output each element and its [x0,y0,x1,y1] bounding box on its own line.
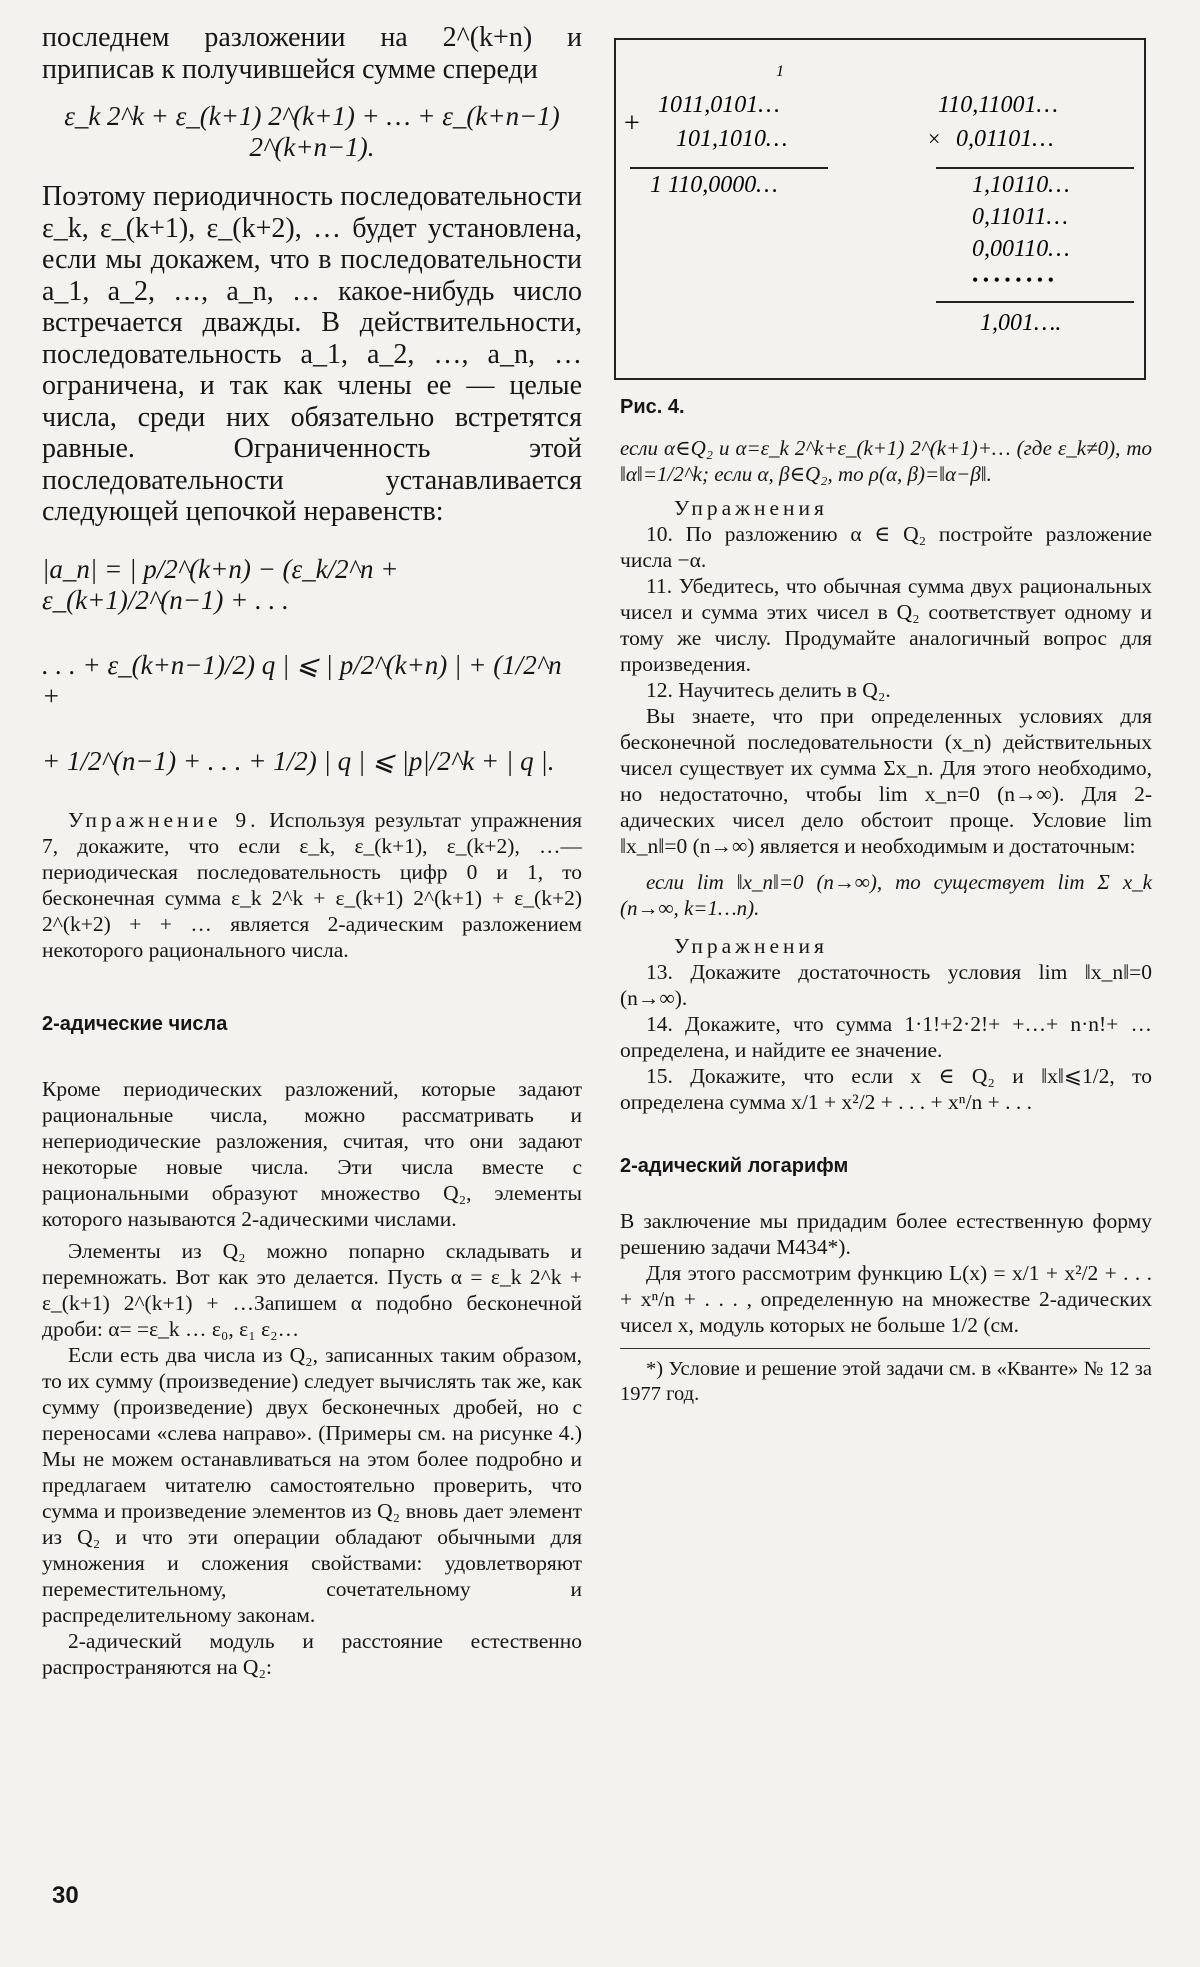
page-number: 30 [52,1882,79,1909]
section-heading-2adic-log: 2-адический логарифм [620,1155,849,1177]
footnote-rule [620,1348,1150,1349]
addition-sum: 1 110,0000… [650,172,778,198]
paragraph-sum-product: Если есть два числа из Q₂, записанных таким образом, то их сумму (произведение) следует вычислять так же, как сумму (произведение) двух бесконечных дробей, но с переносами «слева направо». (Примеры см. на рисунке 4.) Мы не можем останавливаться на этом более подробно и предлагаем читателю самостоятельно проверить, что сумма и произведение элементов из Q₂ вновь дает элемент из Q₂ и что эти операции обладают обычными для умножения и сложения свойствами: удовлетворяют переместительному, сочетательному и распределительному законам. [42,1342,582,1627]
inequality-line-2: . . . + ε_(k+n−1)/2) q | ⩽ | p/2^(k+n) | + (1/2^n + [42,649,562,711]
inequality-line-3: + 1/2^(n−1) + . . . + 1/2) | q | ⩽ |p|/2^k + | q |. [42,745,555,776]
multiplicand: 110,11001… [938,92,1058,118]
paragraph-log-function: Для этого рассмотрим функцию L(x) = x/1 + x²/2 + . . . + xⁿ/n + . . . , определенную на множестве 2-адических чисел x, модуль которых не больше 1/2 (см. [620,1261,1152,1337]
paragraph-series-convergence: Вы знаете, что при определенных условиях для бесконечной последовательности (x_n) действительных чисел существует их сумма Σx_n. Для этого необходимо, но недостаточно, чтобы lim x_n=0 (n→∞). Для 2-адических чисел дело обстоит проще. Условие lim ‖x_n‖=0 (n→∞) является и необходимым и достаточным: [620,704,1152,858]
addend-2: 101,1010… [676,126,788,152]
paragraph-nonperiodic: Кроме периодических разложений, которые задают рациональные числа, можно рассматривать и непериодические разложения, считая, что они задают некоторые новые числа. Эти числа вместе с рациональными образуют множество Q₂, элементы которого называются 2-адическими числами. [42,1076,582,1231]
paragraph-continuation: последнем разложении на 2^(k+n) и приписав к получившейся сумме спереди [42,22,582,85]
exercise-15: 15. Докажите, что если x ∈ Q₂ и ‖x‖⩽1/2, то определена сумма x/1 + x²/2 + . . . + xⁿ/n + . . . [620,1064,1152,1114]
exercise-10: 10. По разложению α ∈ Q₂ постройте разложение числа −α. [620,522,1152,572]
paragraph-operations: Элементы из Q₂ можно попарно складывать и перемножать. Вот как это делается. Пусть α = ε_k 2^k + ε_(k+1) 2^(k+1) + …Запишем α подобно бесконечной дроби: α= =ε_k … ε₀, ε₁ ε₂… [42,1238,582,1341]
exercise-9-label: Упражнение 9. [68,807,260,832]
modulus-definition: если α∈Q₂ и α=ε_k 2^k+ε_(k+1) 2^(k+1)+… (где ε_k≠0), то ‖α‖=1/2^k; если α, β∈Q₂, то ρ(α, β)=‖α−β‖. [620,436,1152,486]
footnote: *) Условие и решение этой задачи см. в «Кванте» № 12 за 1977 год. [620,1358,1152,1405]
figure-4-box [614,38,1146,380]
right-column [620,396,1152,1407]
exercise-14: 14. Докажите, что сумма 1·1!+2·2!+ +…+ n·n!+ … определена, и найдите ее значение. [620,1012,1152,1062]
exercise-13: 13. Докажите достаточность условия lim ‖x_n‖=0 (n→∞). [620,960,1152,1010]
paragraph-conclusion: В заключение мы придадим более естественную форму решению задачи М434*). [620,1209,1152,1259]
inequality-line-1: |a_n| = | p/2^(k+n) − (ε_k/2^n + ε_(k+1)/2^(n−1) + . . . [42,553,399,615]
series-formula: ε_k 2^k + ε_(k+1) 2^(k+1) + … + ε_(k+n−1) 2^(k+n−1). [64,101,560,162]
left-column [42,22,582,1680]
partial-product-dots: • • • • • • • • [972,270,1054,290]
partial-product-2: 0,11011… [972,204,1068,230]
section-heading-2adic-numbers: 2-адические числа [42,1012,228,1035]
carry-digit: 1 [776,63,784,80]
partial-product-3: 0,00110… [972,236,1070,262]
exercise-12: 12. Научитесь делить в Q₂. [646,678,891,702]
exercise-11: 11. Убедитесь, что обычная сумма двух рациональных чисел и сумма этих чисел в Q₂ соответствует одному и тому же числу. Продумайте аналогичный вопрос для произведения. [620,574,1152,676]
addend-1: 1011,0101… [658,92,780,118]
exercises-heading-2: Упражнения [674,934,828,958]
figure-4-arithmetic [616,40,1144,378]
exercise-9-text: Используя результат упражнения 7, докажите, что если ε_k, ε_(k+1), ε_(k+2), …— периодическая последовательность цифр 0 и 1, то бесконечная сумма ε_k 2^k + ε_(k+1) 2^(k+1) + ε_(k+2) 2^(k+2) + + … является 2-адическим разложением некоторого рационального числа. [42,807,583,962]
inequality-chain [42,554,582,777]
figure-caption: Рис. 4. [620,396,685,418]
paragraph-modulus: 2-адический модуль и расстояние естественно распространяются на Q₂: [42,1628,582,1679]
times-sign: × [928,126,941,151]
plus-sign: + [624,108,640,139]
product-result: 1,001…. [980,310,1062,336]
exercise-9 [42,807,582,963]
convergence-criterion: если lim ‖x_n‖=0 (n→∞), то существует lim Σ x_k (n→∞, k=1…n). [620,870,1152,920]
exercises-heading-1: Упражнения [674,496,828,520]
multiplier: 0,01101… [956,126,1054,152]
paragraph-periodicity: Поэтому периодичность последовательности ε_k, ε_(k+1), ε_(k+2), … будет установлена, если мы докажем, что в последовательности a_1, a_2, …, a_n, … какое-нибудь число встречается дважды. В действительности, последовательность a_1, a_2, …, a_n, … ограничена, и так как члены ее — целые числа, среди них обязательно встретятся равные. Ограниченность этой последовательности устанавливается следующей цепочкой неравенств: [42,181,582,527]
partial-product-1: 1,10110… [972,172,1070,198]
